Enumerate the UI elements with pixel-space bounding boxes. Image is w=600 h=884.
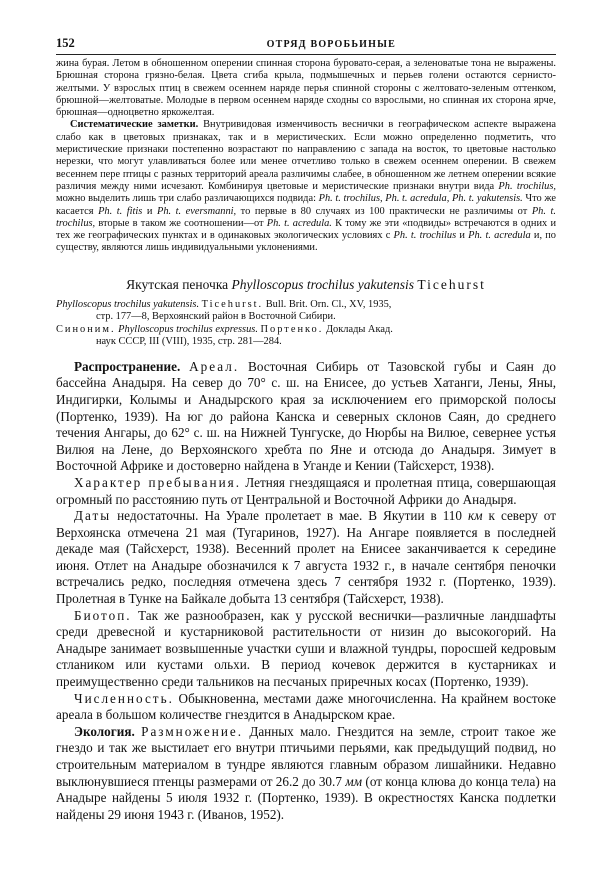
abundance-label: Численность. bbox=[74, 690, 174, 706]
distribution-label: Распространение. bbox=[74, 358, 181, 374]
species-author: Ticehurst bbox=[417, 276, 486, 292]
abundance-paragraph: Численность. Обыкновенна, местами даже многочисленна. На крайнем востоке ареала в большом количестве гнездится в Анадырском крае. bbox=[56, 690, 556, 723]
systematic-notes-paragraph: Систематические заметки. Внутривидовая изменчивость веснички в географическом аспекте выражена слабо как в цветовых признаках, так и в меристических. Если можно определенно подметить, что меристические признаки постепенно возрастают по направлению с запада на восток, то цветовые настолько нерезки, что могут улавливаться более или менее отчетливо только в свежем осеннем оперении. В свежем весеннем пере птицы с разных территорий ареала различимы слабее, в обношенном же летнем оперении всякие различия между ними исчезают. Комбинируя цветовые и меристические признаки внутри вида Ph. trochilus, можно выделить лишь три слабо различающихся подвида: Ph. t. trochilus, Ph. t. acredula, Ph. t. yakutensis. Что же касается Ph. t. fitis и Ph. t. eversmanni, то первые в 80 случаях из 100 практически не различимы от Ph. t. trochilus, вторые в таком же соотношении—от Ph. t. acredula. К тому же эти «подвиды» встречаются в одних и тех же географических пунктах и в одинаковых экологических условиях с Ph. t. trochilus и Ph. t. acredula и, по существу, являются лишь индивидуальными уклонениями. bbox=[56, 119, 557, 254]
dates-paragraph: Даты недостаточны. На Урале пролетает в мае. В Якутии в 110 км к северу от Верхоянска отмечена 21 мая (Тугаринов, 1927). На Ангаре появляется в последней декаде мая (Тайсхерст, 1938). Весенний пролет на Енисее заканчивается к середине июня. Отлет на Анадыре обозначился к 7 августа 1932 г., в начале сентября пеночки встречались редко, последняя отмечена здесь 7 сентября 1932 г. (Портенко, 1939). Пролетная в Тунке на Байкале добыта 13 сентября (Тайсхерст, 1938). bbox=[56, 508, 556, 607]
synonymy-entry-1: Phylloscopus trochilus yakutensis. Ticehurst. Bull. Brit. Orn. Cl., XV, 1935, стр. 177—8, Верхоянский район в Восточной Сибири. bbox=[56, 298, 392, 323]
synonymy-entry-2: Синоним. Phylloscopus trochilus expressus. Портенко. Доклады Акад. наук СССР, III (VIII), 1935, стр. 281—284. bbox=[56, 323, 393, 348]
running-title: ОТРЯД ВОРОБЬИНЫЕ bbox=[266, 39, 396, 50]
species-heading bbox=[56, 277, 556, 293]
species-common-name: Якутская пеночка bbox=[126, 276, 229, 292]
species-scientific-name: Phylloscopus trochilus yakutensis bbox=[231, 276, 415, 292]
ecology-label: Экология. bbox=[74, 723, 135, 739]
ecology-paragraph: Экология. Размножение. Данных мало. Гнездится на земле, строит такое же гнездо и так же выстилает его внутри птичьими перьями, как предыдущий подвид, но строительным материалом в тундре являются главным образом лишайники. Недавно выклюнувшиеся птенцы размерами от 26.2 до 30.7 мм (от конца клюва до конца тела) на Анадыре найдены 5 июля 1932 г. (Портенко, 1939). В окрестностях Канска подлетки найдены 29 июня 1943 г. (Иванов, 1952). bbox=[56, 723, 557, 822]
residence-label: Характер пребывания. bbox=[74, 474, 242, 490]
distribution-paragraph: Распространение. Ареал. Восточная Сибирь от Тазовской губы и Саян до бассейна Анадыря. На север до 70° с. ш. на Енисее, до устьев Хатанги, Лены, Яны, Индигирки, Колымы и Анадырского края за исключением его приморской полосы (Портенко, 1939). На юг до района Канска и северных склонов Саян, до среднего течения Ангары, до 62° с. ш. на Нижней Тунгуске, до Нюрбы на Вилюе, севернее устья Вилюя на Лене, до Верхоянского хребта по Яне и отсюда до Анадыря. Зимует в Восточной Африке и достоверно найдена в Уганде и Кении (Тайсхерст, 1938). bbox=[56, 358, 556, 474]
systematic-notes-label: Систематические заметки. bbox=[70, 119, 199, 131]
biotope-paragraph: Биотоп. Так же разнообразен, как у русской веснички—различные ландшафты среди древесной и кустарниковой растительности от низин до высокогорий. На Анадыре занимает возвышенные участки суши и влажной тундры, поросшей кедровым стлаником или кустами ольхи. В период кочевок держится в кустарниках и преимущественно среди тальников на песчаных приречных косах (Портенко, 1939). bbox=[56, 607, 556, 690]
plumage-paragraph: жина бурая. Летом в обношенном оперении спинная сторона буровато-серая, а зеленоватые тона не выражены. Брюшная сторона грязно-белая. Цвета сгиба крыла, подмышечных и перьев голени остаются сернисто-желтыми. У взрослых птиц в свежем осеннем наряде перья спинной стороны с желтовато-зеленым оттенком, брюшной—желтоватые. Молодые в первом осеннем наряде сходны со взрослыми, но спинная их сторона ярче, брюшная—однoцветно яркожелтая. bbox=[56, 58, 556, 119]
page bbox=[56, 36, 556, 823]
biotope-label: Биотоп. bbox=[74, 607, 132, 623]
running-header bbox=[56, 36, 556, 55]
dates-label: Даты bbox=[74, 508, 112, 524]
residence-paragraph: Характер пребывания. Летняя гнездящаяся и пролетная птица, совершающая огромный по расстоянию путь от Центральной и Восточной Африки до Анадыря. bbox=[56, 474, 556, 507]
page-number: 152 bbox=[56, 36, 75, 50]
